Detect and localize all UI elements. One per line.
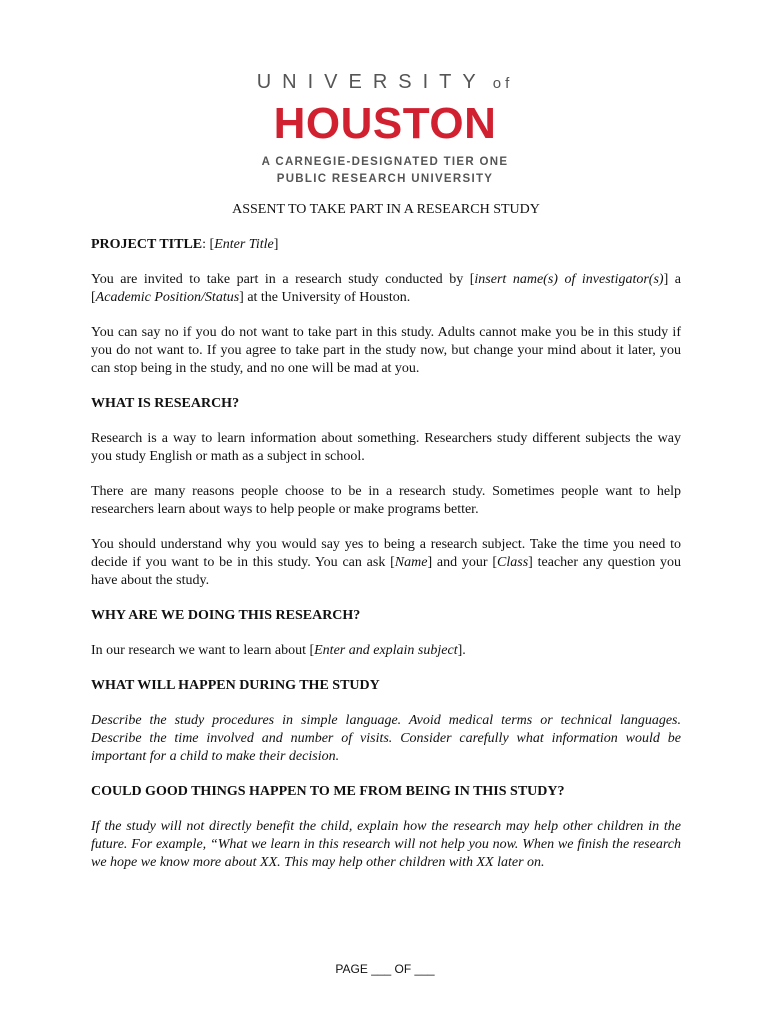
document-body [91, 201, 681, 889]
document-title: ASSENT TO TAKE PART IN A RESEARCH STUDY [232, 202, 540, 217]
understand-text-1: You should understand why you would say yes to being a research subject. Take the time you need to decide if you want to be in this study. You can ask [ [91, 537, 681, 570]
logo-tagline-2: PUBLIC RESEARCH UNIVERSITY [276, 173, 494, 185]
subject-text-1: In our research we want to learn about [ [91, 643, 315, 658]
understand-text-2: ] and your [ [427, 555, 498, 570]
project-title-label: PROJECT TITLE [91, 237, 203, 252]
logo-tagline-1: A CARNEGIE-DESIGNATED TIER ONE [261, 156, 509, 168]
investigator-placeholder: insert name(s) of investigator(s) [474, 272, 664, 287]
logo-of-text: of [492, 75, 514, 92]
project-title-value: Enter Title [214, 237, 274, 252]
logo-university-line [0, 70, 770, 96]
subject-text-2: ]. [457, 643, 466, 658]
logo-houston-text: HOUSTON [273, 99, 497, 148]
understand-paragraph [91, 536, 681, 590]
project-title-line [91, 236, 681, 254]
research-definition-paragraph: Research is a way to learn information about something. Researchers study different subjects the way you study English or math as a subject in school. [91, 431, 681, 464]
heading-what-is-research: WHAT IS RESEARCH? [91, 396, 240, 411]
class-placeholder: Class [497, 555, 529, 570]
heading-what-will-happen: WHAT WILL HAPPEN DURING THE STUDY [91, 678, 380, 693]
subject-placeholder: Enter and explain subject [314, 643, 458, 658]
page-number-footer: PAGE ___ OF ___ [335, 962, 435, 976]
consent-paragraph: You can say no if you do not want to take part in this study. Adults cannot make you be in this study if you do not want to. If you agree to take part in the study now, but change your mind about it later, you can stop being in the study, and no one will be mad at you. [91, 325, 681, 376]
name-placeholder: Name [394, 555, 428, 570]
position-placeholder: Academic Position/Status [95, 290, 240, 305]
intro-paragraph [91, 271, 681, 307]
understand-text-3: ] teacher any question you have about the study. [91, 555, 682, 588]
logo-university-text: UNIVERSITY [256, 71, 487, 93]
reasons-paragraph: There are many reasons people choose to be in a research study. Sometimes people want to help researchers learn about ways to help people or make programs better. [91, 484, 681, 517]
procedures-paragraph: Describe the study procedures in simple language. Avoid medical terms or technical languages. Describe the time involved and number of visits. Consider carefully what information would be important for a child to make their decision. [91, 713, 681, 764]
intro-text-3: ] at the University of Houston. [239, 290, 411, 305]
heading-why-research: WHY ARE WE DOING THIS RESEARCH? [91, 608, 361, 623]
benefits-paragraph: If the study will not directly benefit the child, explain how the research may help other children in the future. For example, “What we learn in this research will not help you now. When we finish the research we hope we know more about XX. This may help other children with XX later on. [91, 819, 681, 870]
project-title-close: ] [273, 237, 279, 252]
university-logo [0, 70, 770, 188]
intro-text-1: You are invited to take part in a research study conducted by [ [91, 272, 475, 287]
subject-paragraph [91, 642, 681, 660]
intro-text-2: ] a [ [91, 272, 681, 305]
project-title-colon: : [ [202, 237, 215, 252]
heading-good-things: COULD GOOD THINGS HAPPEN TO ME FROM BEING IN THIS STUDY? [91, 784, 565, 799]
